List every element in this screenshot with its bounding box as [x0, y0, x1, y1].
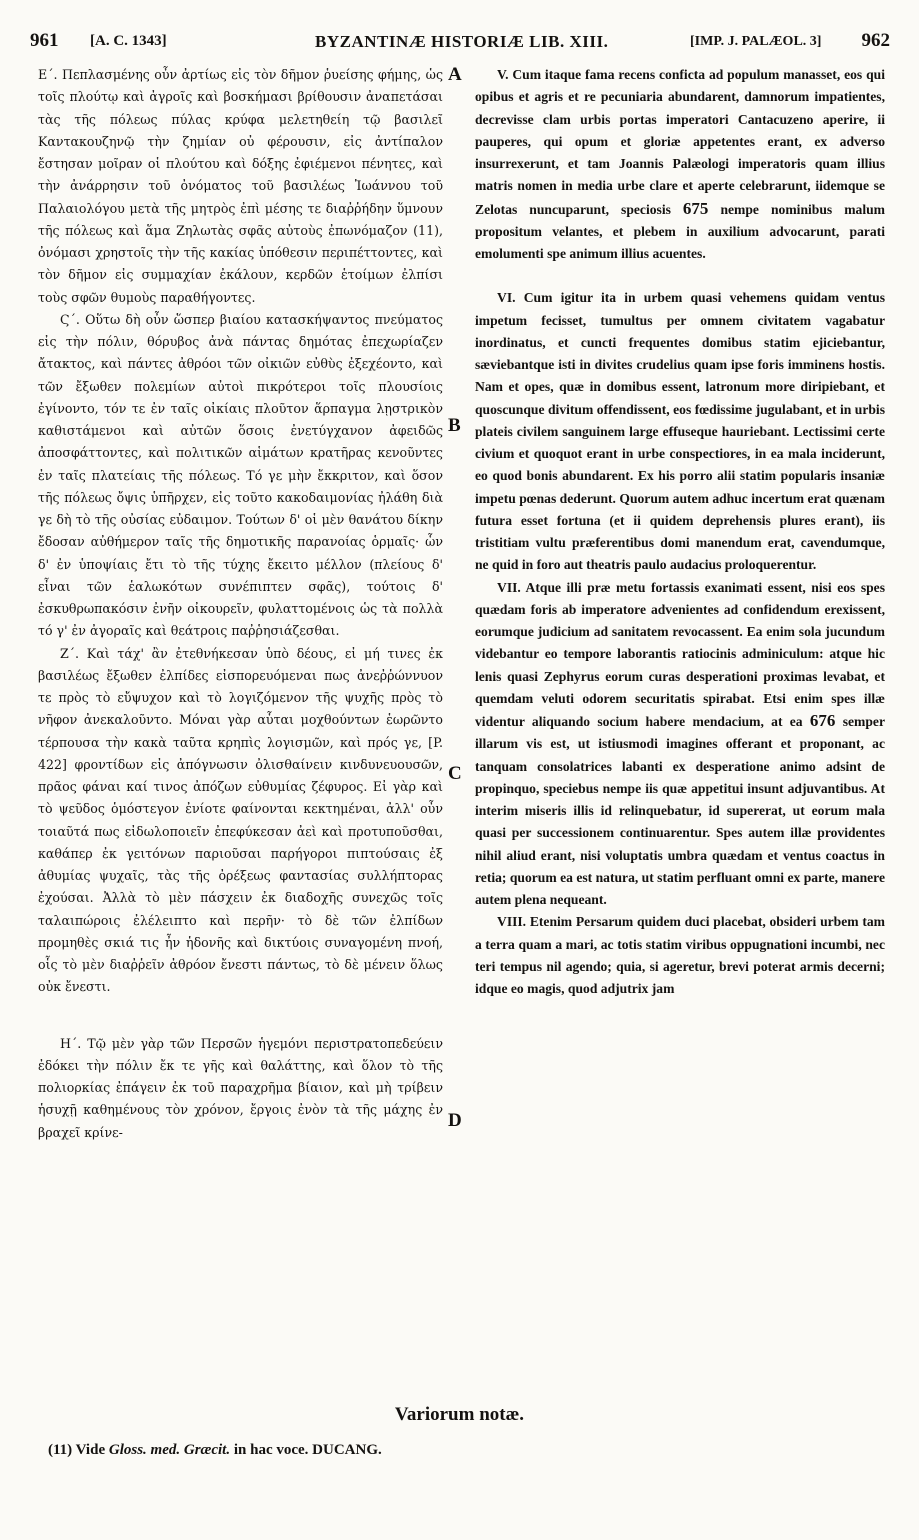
greek-paragraph-8: Η΄. Τῷ μὲν γὰρ τῶν Περσῶν ἡγεμόνι περιστρατοπεδεύειν ἐδόκει τὴν πόλιν ἔκ τε γῆς καὶ θαλάττης, καὶ ὅλον τὸ τῆς πολιορκίας ἐπάγειν ἐκ τοῦ παραχρῆμα βίαιον, καὶ μὴ τρίβειν ἡσυχῇ καθημένους τὸν χρόνον, ἔργοις ἐνὸν τὰ τῆς μάχης ἐν βραχεῖ κρίνε-: [38, 1035, 443, 1140]
margin-marker-a: A: [448, 64, 462, 85]
latin-paragraph-5-text: V. Cum itaque fama recens conficta ad populum manasset, eos qui opibus et agris et re pecuniaria abundarent, damnorum impatientes, decrevisse clam urbis portas imperatori Cantacuzeno aperire, ii pauperes, qui opum et gloriæ appetentes erant, ex adverso insurrexerunt, et tam Joannis Palæologi imperatoris quam illius matris nomen in media urbe clare et aperte celebrarunt, iidemque se Zelotas nuncuparunt, speciosis: [475, 67, 885, 217]
edition-page-number: 676: [809, 711, 836, 730]
greek-paragraph-7: Ζ΄. Καὶ τάχ' ἂν ἐτεθνήκεσαν ὑπὸ δέους, εἰ μή τινες ἐκ βασιλέως ἔξωθεν ἐλπίδες εἰσπορευόμεναι πως ἀνεῤῥώννυον τε πρὸς τὸ εὔψυχον καὶ τὸ λογιζόμενον τῆς ψυχῆς πρὸς τὸ νῆφον ἀνεκαλοῦντο. Μόναι γὰρ αὗται μοχθούντων ἑωρῶντο τέρπουσα τὴν κακὰ ταῦτα κρηπὶς λογισμῶν, καὶ πρός γε, [P. 422] φροντίδων εἰς ἀπόγνωσιν ὀλισθαίνειν κινδυνευουσῶν, πρᾶος φάναι καί τινος ἀπόζων εὐθυμίας ζέφυρος. Εἰ γὰρ καὶ τὸ ψεῦδος ὁμόστεγον ἐνίοτε φαίνονται κεκτημέναι, ἀλλ' οὖν τοιαῦτά πως εἰδωλοποιεῖν ἐπεφύκεσαν ἀεὶ καὶ προτυποῦσθαι, καθάπερ ἐκ γειτόνων παριοῦσαι παρήγοροι πιπτούσαις ἐξ ἀθυμίας ψυχαῖς, τὰς τῆς ὀρέξεως φαντασίας συλλήπτορας ἐχούσαι. Ἀλλὰ τὸ μὲν πάσχειν ἐκ διαδοχῆς συνεχῶς τοῖς ταλαιπώροις ἐλέλειπτο καὶ περῆν· τὸ δὲ τῶν ἐλπίδων προμηθὲς σκιά τις ἦν ἡδονῆς καὶ δικτύοις συναγομένη πνοή, οἷς τὸ μὲν διαῤῥεῖν ἀθρόον ἔνεστι πάντως, τὸ δὲ μένειν ὅλως οὐκ ἔνεστι.: [38, 645, 443, 995]
page-header: [30, 30, 890, 58]
column-number-right: 962: [861, 30, 890, 51]
edition-page-number: 675: [682, 198, 709, 218]
latin-paragraph-8: VIII. Etenim Persarum quidem duci placebat, obsideri urbem tam a terra quam a mari, ac totis statim viribus oppugnationi incumbi, nec teri tempus nil agendo; quia, si ageretur, brevi poterat armis decerni; idque eo magis, quod adjutrix jam: [475, 914, 885, 996]
margin-marker-b: B: [448, 415, 461, 436]
notes-heading: Variorum notæ.: [394, 1404, 525, 1425]
latin-paragraph-7-cont: semper illarum vis est, ut istiusmodi imagines offerant et proponant, ac tanquam consolatrices labanti ex desperatione animo adsint de propinquo, speciebus nempe iis quæ appetitui insunt adjuvantibus. At interim miseris illis id relinquebatur, id supererat, ut eorum mala quasi per successionem continuarentur. Spes autem illæ providentes nihil aliud erant, nisi voluptatis umbra quædam et ventus coactus in retia; quorum ea est natura, ut statim perfluant omni ex parte, manere autem plena nequeant.: [475, 714, 885, 907]
footnote-lead: Vide: [75, 1442, 106, 1458]
running-title: BYZANTINÆ HISTORIÆ LIB. XIII.: [315, 32, 609, 51]
footnote-tail: in hac voce. DUCANG.: [233, 1442, 382, 1458]
greek-paragraph-5: Ε΄. Πεπλασμένης οὖν ἀρτίως εἰς τὸν δῆμον ῥυείσης φήμης, ὡς τοῖς πλούτῳ καὶ ἀγροῖς καὶ βοσκήμασι βρίθουσιν ἀναπετάσαι τὰς τῆς πόλεως πύλας κρύφα μελετηθείη τῷ βασιλεῖ Καντακουζηνῷ τὴν ζημίαν οὐ φέρουσιν, εἰς ἀντίπαλον ἔστησαν μοῖραν οἱ πλούτου καὶ δόξης ἐφιέμενοι πένητες, καὶ τὴν ἀνάρρησιν τοῦ ὀνόματος τοῦ βασιλέως Ἰωάννου τοῦ Παλαιολόγου μετὰ τῆς μητρὸς ἐπὶ μέσης τε διαῤῥήδην ὕμνουν τῆς πόλεως καὶ ἅμα Ζηλωτὰς σφᾶς αὐτοὺς ἐπωνόμαζον (11), ὀνόμασι χρηστοῖς τὴν τῆς κακίας ὑπόθεσιν περιπέττοντες, καὶ τὸν δῆμον εἰς συμμαχίαν ἐκάλουν, κερδῶν ἑτοίμων ἐλπίσι τοὺς σφῶν θυμοὺς παραθήγοντες.: [38, 67, 443, 305]
latin-paragraph-6: VI. Cum igitur ita in urbem quasi vehemens quidam ventus impetum fecisset, tumultus per omnem civitatem vagabatur inordinatus, et cuncti frequentes domibus statim ejiciebantur, sæviebantque isti in divites crudelius quam ipse foris imminens hostis. Nam et opes, quæ in domibus essent, latronum more diripiebant, et quoscunque divitum offendissent, eos fœdissime jugulabant, et in urbis plateis civilem sanguinem large effuseque hauriebant. Lectissimi certe civium et quoquot erant in urbe conspectiores, in ea mala inciderunt, eo quod bonis abundarent. Ex his porro alii statim popularis insaniæ impetu pœnas dederunt. Quorum autem adhuc incertum erat quænam futura esset fortuna (et ii quidem deprehensis plures erant), iis tristitiam vultu præferentibus domi manendum erat, cavendumque, ne quid in foro aut theatris paulo audacius proloquerentur.: [475, 290, 885, 573]
column-number-left: 961: [30, 30, 59, 51]
footnote: [48, 1442, 888, 1459]
margin-marker-d: D: [448, 1110, 462, 1131]
footnote-book: Gloss. med. Græcit.: [108, 1442, 231, 1458]
latin-column: [475, 64, 885, 1000]
margin-marker-c: C: [448, 763, 462, 784]
latin-paragraph-5-cont: nempe nominibus malum propositum velantes, et plebem in auxilium advocarunt, parati emolumenti spe animum illius acuentes.: [475, 201, 885, 261]
header-date: [A. C. 1343]: [90, 33, 167, 49]
latin-paragraph-7: [475, 577, 885, 912]
footnote-number: (11): [48, 1442, 73, 1458]
header-emperor: [IMP. J. PALÆOL. 3]: [690, 34, 822, 49]
latin-paragraph-5: [475, 64, 885, 265]
latin-paragraph-7-text: VII. Atque illi præ metu fortassis exanimati essent, nisi eos spes quædam foris ab imperatore advenientes ad confidendum erexissent, eorumque judicium ad sanitatem revocassent. Ea enim sola jucundum videbantur eo tempore laborantis ratiocinis adminiculum: atque hic lenis quasi Zephyrus eorum curas desperationi proximas levabat, et quemdam veluti odorem securitatis spirabat. Etsi enim spes illæ videntur aliquando socium habere mendacium, at ea: [475, 579, 885, 729]
greek-column: [38, 64, 443, 1144]
greek-paragraph-6: Ϛ΄. Οὕτω δὴ οὖν ὥσπερ βιαίου κατασκήψαντος πνεύματος εἰς τὴν πόλιν, θόρυβος ἀνὰ πάντας δημότας ἐπεχωρίαζεν ἄτακτος, καὶ πάντες ἀθρόοι τῶν οἰκιῶν εὐθὺς ἐξεχέοντο, καὶ τῶν ἔξωθεν πολεμίων αὐτοὶ πικρότεροι τοῖς πλουσίοις ἐγίνοντο, τόν τε ἐν ταῖς οἰκίαις πλοῦτον ἅρπαγμα λῃστρικὸν καθιστάμενοι καὶ αὐτῶν ὅσοις ἐνετύγχανον ἀφειδῶς ἀποσφάττοντες, καὶ πολιτικῶν αἱμάτων κρατῆρας κενοῦντες ἐν ταῖς πλατείαις τῆς πόλεως. Τό γε μὴν ἔκκριτον, καὶ ὅσον τῆς πόλεως ὄψις ὑπῆρχεν, εἰς τοῦτο κακοδαιμονίας ἠλάθη διὰ γε δὴ τὸ τῆς οὐσίας εὐδαιμον. Τούτων δ' οἱ μὲν θανάτου δίκην ἔδοσαν αὐθήμερον ταῖς τῆς δημοτικῆς παρανοίας ὁρμαῖς· ὧν δ' ἐν ὑποψίαις ἔτι τὸ τῆς τύχης ἔκειτο μέλλον (πλείους δ' εἶναι τῶν ἑαλωκότων συνέπιπτεν σφᾶς), τούτοις δ' ἐσκυθρωπακόσιν ἐνῆν οἰκουρεῖν, φυλαττομένοις ὡς τὰ πολλὰ τό γ' ἐν ἀγοραῖς καὶ θεάτροις παῤῥησιάζεσθαι.: [38, 311, 443, 639]
